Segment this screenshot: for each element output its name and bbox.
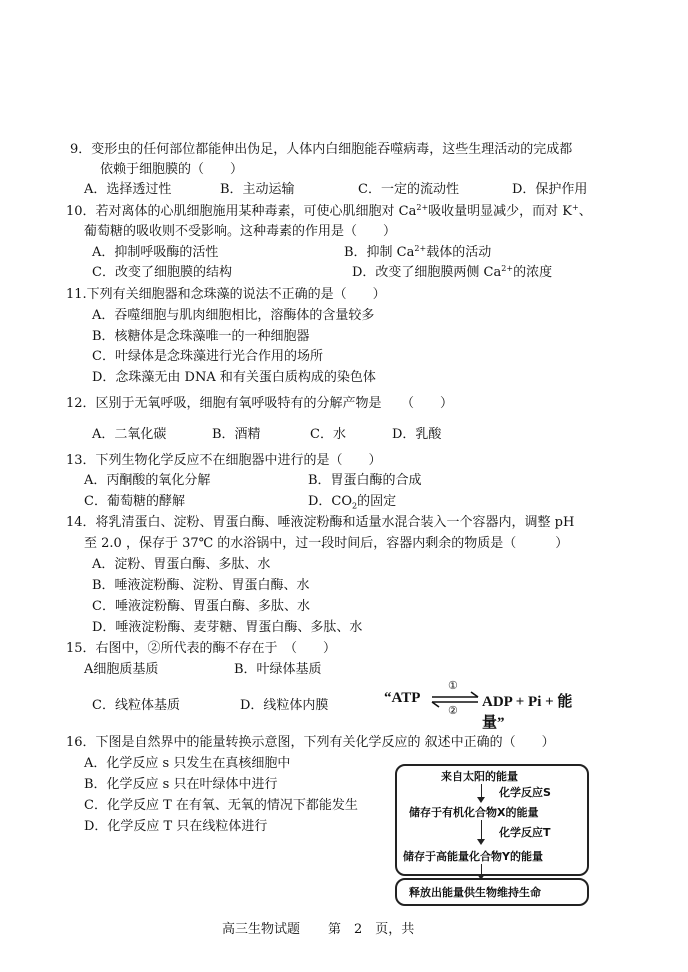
- q10-stem-part3: 、: [578, 204, 592, 219]
- q10-stem-line2: 葡萄糖的吸收则不受影响。这种毒素的作用是（ ）: [84, 224, 397, 239]
- q16-option-b: B．化学反应 s 只在叶绿体中进行: [84, 777, 278, 792]
- footer-subject: 高三生物试题: [222, 922, 301, 937]
- q9-option-d: D．保护作用: [512, 182, 588, 197]
- flow-compound-x: 储存于有机化合物X的能量: [409, 806, 539, 819]
- q10-stem-part2: 吸收量明显减少，而对 K: [428, 204, 573, 219]
- q10-option-b-superscript: 2+: [414, 244, 427, 253]
- q13-option-c: C．葡萄糖的酵解: [84, 494, 185, 509]
- q12-option-c: C．水: [310, 427, 346, 442]
- q16-option-d: D．化学反应 T 只在线粒体进行: [84, 819, 268, 834]
- q13-stem: 13．下列生物化学反应不在细胞器中进行的是（ ）: [66, 453, 382, 468]
- q13-option-d-subscript: 2: [352, 501, 358, 511]
- q11-option-d: D．念珠藻无由 DNA 和有关蛋白质构成的染色体: [92, 370, 376, 385]
- footer-page-number: 第 2 页，共: [328, 922, 415, 937]
- q15-option-b: B．叶绿体基质: [234, 662, 322, 677]
- q12-stem: 12．区别于无氧呼吸，细胞有氧呼吸特有的分解产物是 （ ）: [66, 396, 454, 411]
- flow-arrowhead-1: [477, 797, 485, 803]
- q11-option-a: A．吞噬细胞与肌肉细胞相比，溶酶体的含量较多: [92, 308, 375, 323]
- energy-flow-diagram: [395, 764, 587, 904]
- q11-stem: 11.下列有关细胞器和念珠藻的说法不正确的是（ ）: [66, 287, 386, 302]
- q12-option-a: A．二氧化碳: [92, 427, 167, 442]
- q10-option-d-part1: D．改变了细胞膜两侧 Ca: [352, 265, 502, 280]
- q10-option-d-part2: 的浓度: [513, 265, 553, 280]
- q14-option-c: C．唾液淀粉酶、胃蛋白酶、多肽、水: [92, 599, 310, 614]
- flow-sun-energy: 来自太阳的能量: [441, 770, 518, 783]
- q11-option-c: C．叶绿体是念珠藻进行光合作用的场所: [92, 349, 323, 364]
- q14-stem-line1: 14．将乳清蛋白、淀粉、胃蛋白酶、唾液淀粉酶和适量水混合装入一个容器内，调整 pH: [66, 515, 575, 530]
- reversible-arrow-icon: [430, 680, 480, 720]
- q13-option-d: [308, 493, 396, 516]
- q9-option-c: C．一定的流动性: [358, 182, 459, 197]
- q10-stem-line1: [66, 203, 592, 221]
- flow-reaction-t: 化学反应T: [499, 826, 551, 839]
- q12-option-d: D．乳酸: [392, 427, 442, 442]
- q10-option-b: [344, 244, 491, 262]
- q16-option-a: A．化学反应 s 只发生在真核细胞中: [84, 756, 291, 771]
- q13-option-d-part1: D．CO: [308, 494, 353, 509]
- flow-arrow-1: [481, 784, 482, 798]
- flow-arrowhead-2: [477, 839, 485, 845]
- q16-stem: 16．下图是自然界中的能量转换示意图，下列有关化学反应的 叙述中正确的（ ）: [66, 735, 555, 750]
- q10-option-c: C．改变了细胞膜的结构: [92, 265, 232, 280]
- enzyme-1-label: ①: [448, 680, 458, 692]
- q10-option-b-part2: 载体的活动: [426, 245, 492, 260]
- q15-stem: 15．右图中，②所代表的酶不存在于 （ ）: [66, 641, 337, 656]
- atp-equation-right: ADP + Pi + 能量”: [482, 694, 573, 731]
- flow-release-energy: 释放出能量供生物维持生命: [409, 886, 541, 899]
- q16-option-c: C．化学反应 T 在有氧、无氧的情况下都能发生: [84, 798, 358, 813]
- q10-ca-superscript: 2+: [416, 203, 429, 212]
- q10-stem-part1: 10．若对离体的心肌细胞施用某种毒素，可使心肌细胞对 Ca: [66, 204, 417, 219]
- atp-equation-left: “ATP: [384, 690, 421, 706]
- q12-option-b: B．酒精: [212, 427, 261, 442]
- q15-option-a: A细胞质基质: [84, 662, 159, 677]
- atp-equation: [384, 680, 584, 731]
- q14-option-d: D．唾液淀粉酶、麦芽糖、胃蛋白酶、多肽、水: [92, 620, 363, 635]
- q10-option-d-superscript: 2+: [501, 264, 514, 273]
- q9-stem-line2: 依赖于细胞膜的（ ）: [100, 162, 244, 177]
- flow-arrow-2: [481, 820, 482, 840]
- q10-option-b-part1: B．抑制 Ca: [344, 245, 415, 260]
- q14-option-b: B．唾液淀粉酶、淀粉、胃蛋白酶、水: [92, 578, 310, 593]
- q10-option-a: A．抑制呼吸酶的活性: [92, 245, 219, 260]
- flow-reaction-s: 化学反应S: [499, 786, 551, 799]
- q13-option-b: B．胃蛋白酶的合成: [308, 473, 422, 488]
- q14-stem-line2: 至 2.0 ，保存于 37℃ 的水浴锅中，过一段时间后，容器内剩余的物质是（ ）: [84, 536, 569, 551]
- q10-option-d: [352, 264, 552, 282]
- q13-option-d-part2: 的固定: [357, 494, 397, 509]
- q13-option-a: A．丙酮酸的氧化分解: [84, 473, 211, 488]
- flow-compound-y: 储存于高能量化合物Y的能量: [403, 850, 543, 863]
- q15-option-d: D．线粒体内膜: [240, 698, 329, 713]
- q14-option-a: A．淀粉、胃蛋白酶、多肽、水: [92, 557, 271, 572]
- q9-option-b: B．主动运输: [220, 182, 295, 197]
- q9-option-a: A．选择透过性: [84, 182, 172, 197]
- q9-stem-line1: 9．变形虫的任何部位都能伸出伪足，人体内白细胞能吞噬病毒，这些生理活动的完成都: [70, 142, 573, 157]
- q11-option-b: B．核糖体是念珠藻唯一的一种细胞器: [92, 329, 310, 344]
- enzyme-2-label: ②: [448, 705, 458, 717]
- q15-option-c: C．线粒体基质: [92, 698, 180, 713]
- q10-k-superscript: +: [572, 203, 579, 212]
